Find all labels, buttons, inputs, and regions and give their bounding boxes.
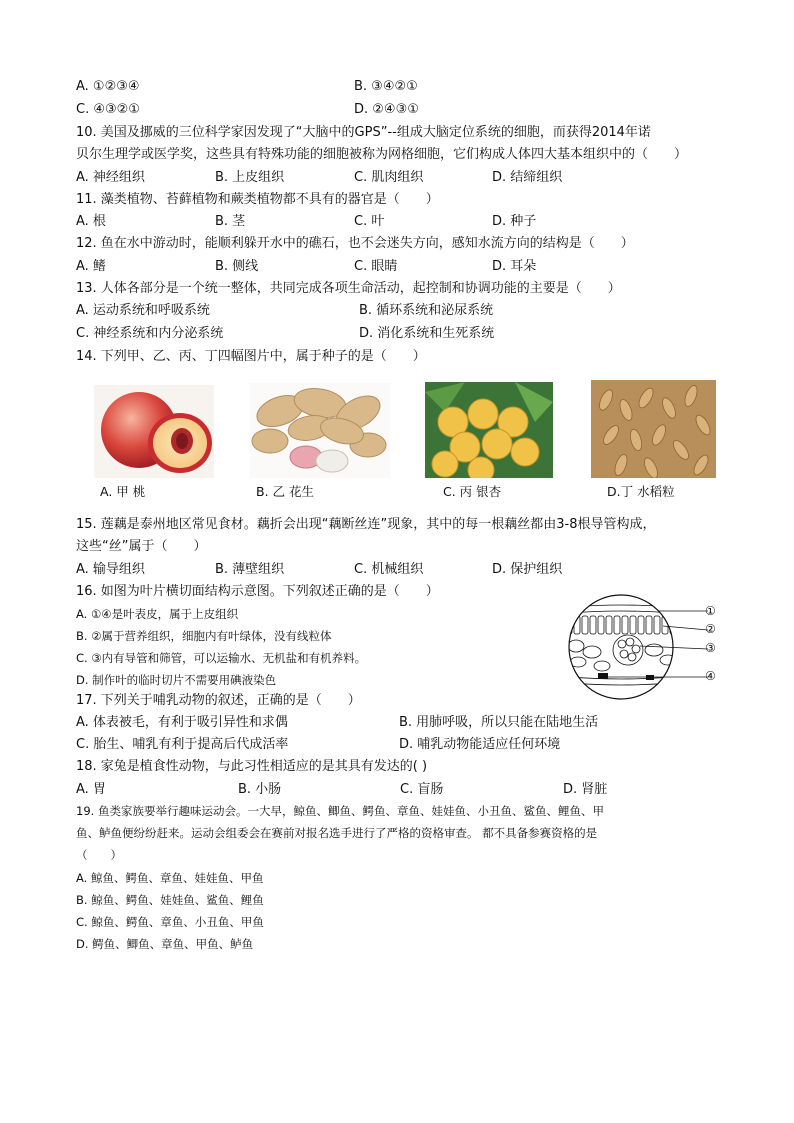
q10-option-d: D. 结缔组织	[492, 170, 563, 185]
q16-option-c: C. ③内有导管和筛管，可以运输水、无机盐和有机养料。	[76, 651, 367, 665]
ginkgo-image	[425, 382, 553, 478]
q17-option-b: B. 用肺呼吸，所以只能在陆地生活	[399, 715, 599, 730]
q19-option-a: A. 鲸鱼、鳄鱼、章鱼、娃娃鱼、甲鱼	[76, 871, 264, 885]
q18-option-d: D. 肾脏	[563, 782, 608, 797]
q17-stem: 17. 下列关于哺乳动物的叙述，正确的是（ ）	[76, 693, 361, 708]
leaf-label-4: ④	[705, 669, 716, 683]
q16-option-d: D. 制作叶的临时切片不需要用碘液染色	[76, 673, 277, 687]
q11-option-b: B. 茎	[215, 214, 246, 229]
q16-option-b: B. ②属于营养组织，细胞内有叶绿体，没有线粒体	[76, 629, 332, 643]
q19-option-b: B. 鲸鱼、鳄鱼、娃娃鱼、鲨鱼、鲤鱼	[76, 893, 264, 907]
q15-option-c: C. 机械组织	[354, 562, 424, 577]
q13-option-c: C. 神经系统和内分泌系统	[76, 326, 224, 341]
q16-option-a: A. ①④是叶表皮，属于上皮组织	[76, 607, 239, 621]
q17-option-c: C. 胎生、哺乳有利于提高后代成活率	[76, 737, 289, 752]
q13-option-d: D. 消化系统和生死系统	[359, 326, 495, 341]
q15-stem-line1: 15. 莲藕是泰州地区常见食材。藕折会出现“藕断丝连”现象，其中的每一根藕丝都由3-8根导管构成，	[76, 517, 656, 532]
q9-option-b: B. ③④②①	[354, 79, 418, 94]
q14-option-d: D.丁 水稻粒	[607, 484, 675, 499]
q17-option-a: A. 体表被毛，有利于吸引异性和求偶	[76, 715, 288, 730]
leaf-cross-section-diagram	[558, 594, 728, 702]
q19-stem-line1: 19. 鱼类家族要举行趣味运动会。一大早，鲸鱼、鲫鱼、鳄鱼、章鱼、娃娃鱼、小丑鱼、鲨鱼、鲤鱼、甲	[76, 804, 604, 818]
q11-stem: 11. 藻类植物、苔藓植物和蕨类植物都不具有的器官是（ ）	[76, 192, 439, 207]
q15-stem-line2: 这些“丝”属于（ ）	[76, 539, 207, 554]
q9-option-a: A. ①②③④	[76, 79, 140, 94]
peanut-image	[250, 383, 390, 478]
q15-option-b: B. 薄壁组织	[215, 562, 285, 577]
q19-option-c: C. 鲸鱼、鳄鱼、章鱼、小丑鱼、甲鱼	[76, 915, 264, 929]
q11-option-d: D. 种子	[492, 214, 537, 229]
q19-stem-line2: 鱼、鲈鱼便纷纷赶来。运动会组委会在赛前对报名选手进行了严格的资格审查。 都不具备参赛资格的是	[76, 826, 598, 840]
q13-option-a: A. 运动系统和呼吸系统	[76, 303, 210, 318]
q16-stem: 16. 如图为叶片横切面结构示意图。下列叙述正确的是（ ）	[76, 584, 439, 599]
rice-image	[591, 380, 716, 478]
q14-stem: 14. 下列甲、乙、丙、丁四幅图片中，属于种子的是（ ）	[76, 349, 426, 364]
q12-option-b: B. 侧线	[215, 259, 259, 274]
q19-option-d: D. 鳄鱼、鲫鱼、章鱼、甲鱼、鲈鱼	[76, 937, 254, 951]
q17-option-d: D. 哺乳动物能适应任何环境	[399, 737, 561, 752]
leaf-label-3: ③	[705, 641, 716, 655]
q18-stem: 18. 家兔是植食性动物，与此习性相适应的是其具有发达的( )	[76, 759, 428, 774]
q11-option-c: C. 叶	[354, 214, 385, 229]
q10-stem-line2: 贝尔生理学或医学奖，这些具有特殊功能的细胞被称为网格细胞，它们构成人体四大基本组织中的（ ）	[76, 147, 688, 162]
q18-option-a: A. 胃	[76, 782, 106, 797]
q13-option-b: B. 循环系统和泌尿系统	[359, 303, 494, 318]
q18-option-b: B. 小肠	[238, 782, 282, 797]
q10-stem-line1: 10. 美国及挪威的三位科学家因发现了“大脑中的GPS”--组成大脑定位系统的细胞，而获得2014年诺	[76, 125, 651, 140]
q12-option-a: A. 鳍	[76, 259, 106, 274]
peach-image	[94, 385, 214, 478]
q14-option-c: C. 丙 银杏	[443, 484, 502, 499]
q10-option-c: C. 肌肉组织	[354, 170, 424, 185]
q15-option-a: A. 输导组织	[76, 562, 145, 577]
q15-option-d: D. 保护组织	[492, 562, 563, 577]
q10-option-b: B. 上皮组织	[215, 170, 285, 185]
q18-option-c: C. 盲肠	[400, 782, 444, 797]
q9-option-c: C. ④③②①	[76, 102, 140, 117]
q12-option-d: D. 耳朵	[492, 259, 537, 274]
q19-stem-line3: （ ）	[76, 848, 122, 862]
q11-option-a: A. 根	[76, 214, 106, 229]
q12-option-c: C. 眼睛	[354, 259, 398, 274]
q9-option-d: D. ②④③①	[354, 102, 419, 117]
leaf-label-1: ①	[705, 604, 716, 618]
leaf-label-2: ②	[705, 622, 716, 636]
q13-stem: 13. 人体各部分是一个统一整体，共同完成各项生命活动，起控制和协调功能的主要是（ ）	[76, 281, 621, 296]
q10-option-a: A. 神经组织	[76, 170, 145, 185]
q14-option-b: B. 乙 花生	[256, 484, 314, 499]
q12-stem: 12. 鱼在水中游动时，能顺利躲开水中的礁石，也不会迷失方向，感知水流方向的结构是（ ）	[76, 236, 634, 251]
q14-option-a: A. 甲 桃	[100, 484, 146, 499]
